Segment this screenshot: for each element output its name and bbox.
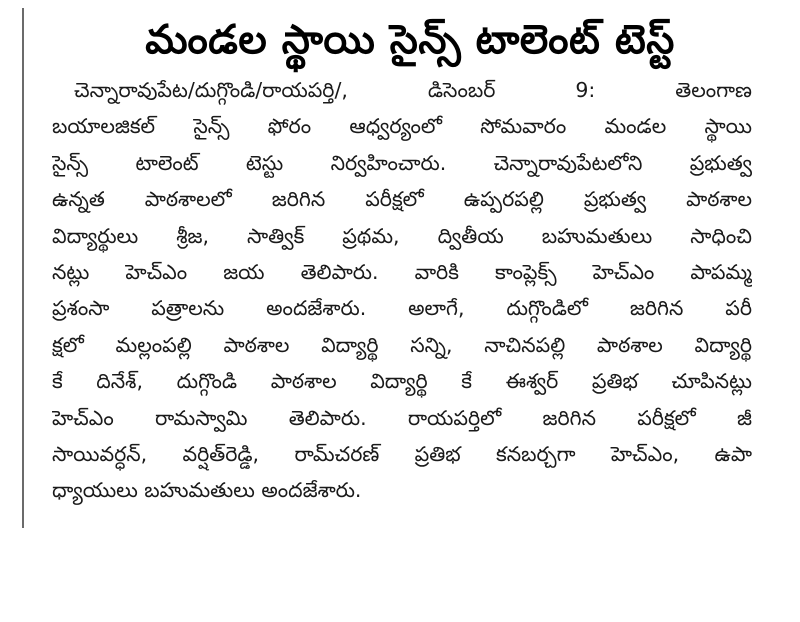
article-line: నట్లు హెచ్ఎం జయ తెలిపారు. వారికి కాంప్లెక్స్ హెచ్ఎం పాపమ్మ bbox=[52, 259, 752, 284]
article-headline: మండల స్థాయి సైన్స్ టాలెంట్ టెస్ట్ bbox=[145, 17, 675, 63]
article-line: సైన్స్ టాలెంట్ టెస్టు నిర్వహించారు. చెన్నారావుపేటలోని ప్రభుత్వ bbox=[52, 150, 752, 175]
article-line: కే దినేశ్, దుగ్గొండి పాఠశాల విద్యార్థి కే ఈశ్వర్ ప్రతిభ చూపినట్లు bbox=[52, 369, 752, 394]
column-divider bbox=[22, 8, 24, 528]
article-line: విద్యార్థులు శ్రీజ, సాత్విక్ ప్రథమ, ద్వితీయ బహుమతులు సాధించి bbox=[52, 223, 752, 248]
article-line: చెన్నారావుపేట/దుగ్గొండి/రాయపర్తి/, డిసెంబర్ 9: తెలంగాణ bbox=[74, 78, 752, 102]
article-line: ధ్యాయులు బహుమతులు అందజేశారు. bbox=[52, 478, 362, 503]
article-line: హెచ్ఎం రామస్వామి తెలిపారు. రాయపర్తిలో జరిగిన పరీక్షలో జీ bbox=[52, 405, 752, 430]
article-line: క్షలో మల్లంపల్లి పాఠశాల విద్యార్థి సన్ని, నాచినపల్లి పాఠశాల విద్యార్థి bbox=[52, 332, 752, 357]
article-line: బయాలజికల్ సైన్స్ ఫోరం ఆధ్వర్యంలో సోమవారం మండల స్థాయి bbox=[52, 114, 752, 139]
article-line: ప్రశంసా పత్రాలను అందజేశారు. అలాగే, దుగ్గొండిలో జరిగిన పరీ bbox=[52, 296, 752, 321]
article-body bbox=[52, 72, 752, 509]
article-line: సాయివర్ధన్, వర్షిత్‌రెడ్డి, రామ్‌చరణ్ ప్రతిభ కనబర్చగా హెచ్ఎం, ఉపా bbox=[52, 441, 752, 466]
article-line: ఉన్నత పాఠశాలలో జరిగిన పరీక్షలో ఉప్పరపల్లి ప్రభుత్వ పాఠశాల bbox=[52, 187, 752, 212]
